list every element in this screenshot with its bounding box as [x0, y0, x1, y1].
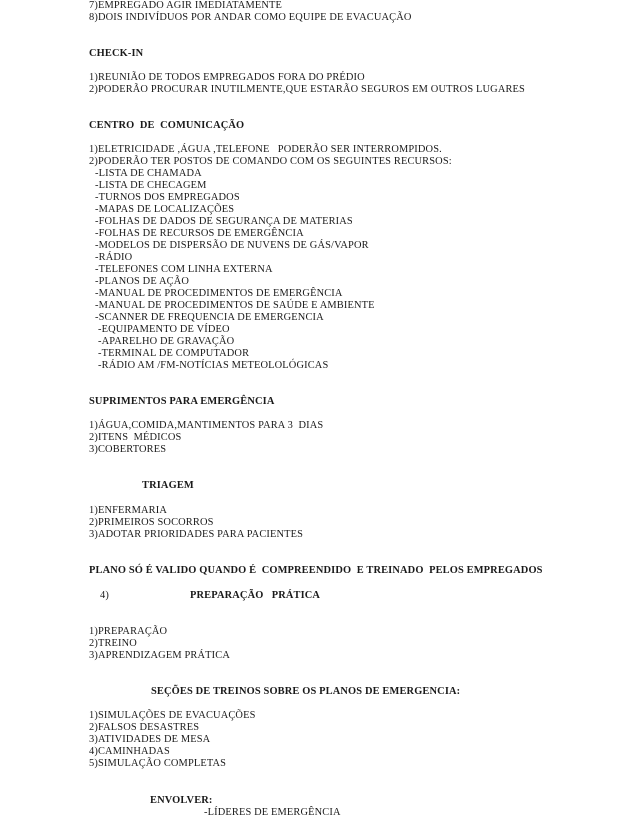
- resource-item: -FOLHAS DE DADOS DE SEGURANÇA DE MATERIAS: [95, 216, 353, 227]
- resource-item: -RÁDIO: [95, 252, 133, 263]
- resource-item: -FOLHAS DE RECURSOS DE EMERGÊNCIA: [95, 228, 304, 239]
- resource-item: -APARELHO DE GRAVAÇÃO: [98, 336, 235, 347]
- resource-item: -TELEFONES COM LINHA EXTERNA: [95, 264, 273, 275]
- preparacao-item: 3)APRENDIZAGEM PRÁTICA: [89, 650, 230, 661]
- resource-item: -MANUAL DE PROCEDIMENTOS DE SAÚDE E AMBIENTE: [95, 300, 375, 311]
- resource-item: -MANUAL DE PROCEDIMENTOS DE EMERGÊNCIA: [95, 288, 343, 299]
- resource-item: -TERMINAL DE COMPUTADOR: [98, 348, 250, 359]
- suprimentos-heading: SUPRIMENTOS PARA EMERGÊNCIA: [89, 396, 275, 407]
- comunicacao-item: 1)ELETRICIDADE ,ÁGUA ,TELEFONE PODERÃO SER INTERROMPIDOS.: [89, 144, 442, 155]
- resource-item: -LISTA DE CHAMADA: [95, 168, 202, 179]
- secoes-item: 2)FALSOS DESASTRES: [89, 722, 200, 733]
- resource-item: -RÁDIO AM /FM-NOTÍCIAS METEOLOLÓGICAS: [98, 360, 329, 371]
- top-item-7: 7)EMPREGADO AGIR IMEDIATAMENTE: [89, 0, 282, 11]
- triagem-item: 2)PRIMEIROS SOCORROS: [89, 517, 214, 528]
- section-number: 4): [100, 590, 109, 601]
- envolver-label: ENVOLVER:: [150, 795, 213, 806]
- secoes-item: 5)SIMULAÇÃO COMPLETAS: [89, 758, 227, 769]
- checkin-item: 2)PODERÃO PROCURAR INUTILMENTE,QUE ESTARÃO SEGUROS EM OUTROS LUGARES: [89, 84, 525, 95]
- resource-item: -SCANNER DE FREQUENCIA DE EMERGENCIA: [95, 312, 324, 323]
- resource-item: -EQUIPAMENTO DE VÍDEO: [98, 324, 230, 335]
- triagem-item: 3)ADOTAR PRIORIDADES PARA PACIENTES: [89, 529, 304, 540]
- triagem-item: 1)ENFERMARIA: [89, 505, 167, 516]
- plano-statement: PLANO SÓ É VALIDO QUANDO É COMPREENDIDO E TREINADO PELOS EMPREGADOS: [89, 565, 543, 576]
- secoes-item: 3)ATIVIDADES DE MESA: [89, 734, 211, 745]
- preparacao-item: 1)PREPARAÇÃO: [89, 626, 168, 637]
- suprimentos-item: 2)ITENS MÉDICOS: [89, 432, 182, 443]
- resource-item: -LISTA DE CHECAGEM: [95, 180, 207, 191]
- resource-item: -PLANOS DE AÇÃO: [95, 276, 190, 287]
- checkin-item: 1)REUNIÃO DE TODOS EMPREGADOS FORA DO PRÉDIO: [89, 72, 365, 83]
- suprimentos-item: 3)COBERTORES: [89, 444, 167, 455]
- suprimentos-item: 1)ÁGUA,COMIDA,MANTIMENTOS PARA 3 DIAS: [89, 420, 324, 431]
- preparacao-heading: PREPARAÇÃO PRÁTICA: [190, 590, 321, 601]
- resource-item: -MODELOS DE DISPERSÃO DE NUVENS DE GÁS/VAPOR: [95, 240, 369, 251]
- resource-item: -TURNOS DOS EMPREGADOS: [95, 192, 240, 203]
- comunicacao-heading: CENTRO DE COMUNICAÇÃO: [89, 120, 245, 131]
- secoes-item: 1)SIMULAÇÕES DE EVACUAÇÕES: [89, 710, 256, 721]
- secoes-heading: SEÇÕES DE TREINOS SOBRE OS PLANOS DE EMERGENCIA:: [151, 686, 461, 697]
- top-item-8: 8)DOIS INDIVÍDUOS POR ANDAR COMO EQUIPE DE EVACUAÇÃO: [89, 12, 412, 23]
- preparacao-item: 2)TREINO: [89, 638, 137, 649]
- resource-item: -MAPAS DE LOCALIZAÇÕES: [95, 204, 235, 215]
- secoes-item: 4)CAMINHADAS: [89, 746, 170, 757]
- envolver-item: -LÍDERES DE EMERGÊNCIA: [204, 807, 341, 818]
- triagem-heading: TRIAGEM: [142, 480, 194, 491]
- comunicacao-item: 2)PODERÃO TER POSTOS DE COMANDO COM OS SEGUINTES RECURSOS:: [89, 156, 452, 167]
- checkin-heading: CHECK-IN: [89, 48, 144, 59]
